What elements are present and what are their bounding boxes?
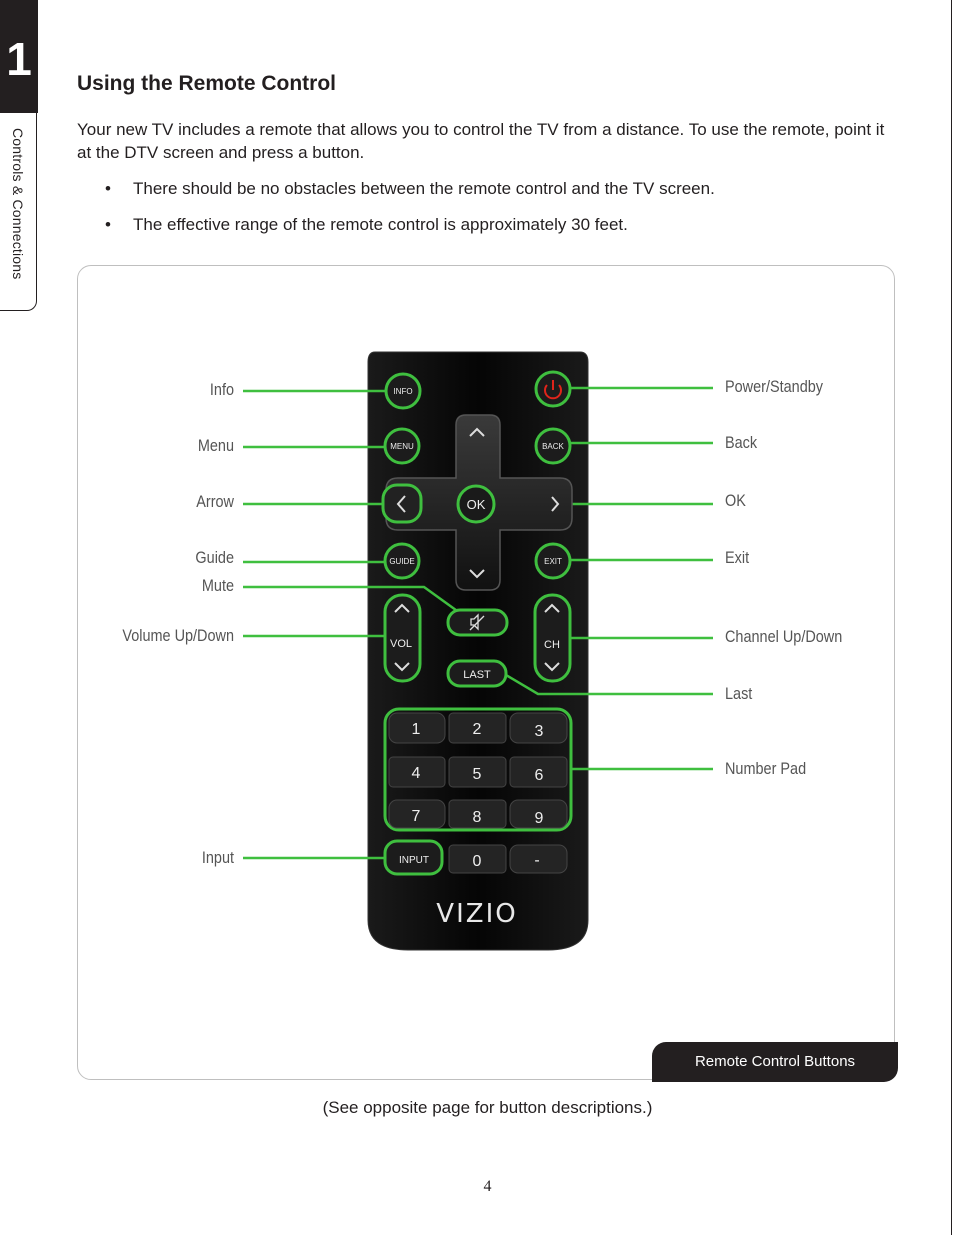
figure-caption: Remote Control Buttons <box>652 1042 898 1082</box>
label-ok: OK <box>725 491 746 510</box>
label-mute: Mute <box>201 576 234 595</box>
dash-key[interactable]: - <box>534 852 540 869</box>
chapter-number: 1 <box>6 33 32 85</box>
guide-button-label: GUIDE <box>389 557 415 566</box>
exit-button-label: EXIT <box>544 557 562 566</box>
label-channel: Channel Up/Down <box>725 627 843 646</box>
page-number: 4 <box>483 1178 492 1195</box>
digit-8-key[interactable]: 8 <box>472 809 482 826</box>
ok-button-label: OK <box>466 497 486 512</box>
last-button-label: LAST <box>463 669 491 681</box>
label-exit: Exit <box>725 548 750 567</box>
section-title: Controls & Connections <box>10 128 26 280</box>
intro-paragraph: Your new TV includes a remote that allows you to control the TV from a distance. To use the remote, point it at the DTV screen and press a button. <box>77 120 885 162</box>
back-button-label: BACK <box>542 442 564 451</box>
bullet-item: • The effective range of the remote control is approximately 30 feet. <box>105 215 628 234</box>
label-last: Last <box>725 684 753 703</box>
label-menu: Menu <box>197 436 234 455</box>
digit-1-key[interactable]: 1 <box>411 721 421 738</box>
vizio-logo: VIZIO <box>436 899 518 929</box>
channel-label: CH <box>544 639 560 651</box>
bullet-text: There should be no obstacles between the remote control and the TV screen. <box>133 179 715 198</box>
label-input: Input <box>201 848 234 867</box>
label-info: Info <box>209 380 234 399</box>
input-button-label: INPUT <box>399 855 429 866</box>
bullet-item: • There should be no obstacles between the remote control and the TV screen. <box>105 179 715 198</box>
digit-7-key[interactable]: 7 <box>411 808 421 825</box>
digit-4-key[interactable]: 4 <box>411 765 421 782</box>
menu-button-label: MENU <box>390 442 414 451</box>
label-number-pad: Number Pad <box>725 759 807 778</box>
label-guide: Guide <box>195 548 234 567</box>
bullet-text: The effective range of the remote control is approximately 30 feet. <box>133 215 628 234</box>
info-button-label: INFO <box>393 387 413 396</box>
label-volume: Volume Up/Down <box>122 626 234 645</box>
label-back: Back <box>725 433 758 452</box>
digit-3-key[interactable]: 3 <box>534 723 544 740</box>
label-arrow: Arrow <box>196 492 234 511</box>
page-heading: Using the Remote Control <box>77 72 337 95</box>
footnote: (See opposite page for button descriptions.) <box>322 1098 653 1117</box>
digit-5-key[interactable]: 5 <box>472 766 482 783</box>
label-power: Power/Standby <box>725 377 824 396</box>
digit-2-key[interactable]: 2 <box>472 721 482 738</box>
digit-6-key[interactable]: 6 <box>534 767 544 784</box>
arrow-left-button[interactable] <box>383 485 421 522</box>
digit-0-key[interactable]: 0 <box>472 853 482 870</box>
volume-label: VOL <box>389 638 413 650</box>
digit-9-key[interactable]: 9 <box>534 810 544 827</box>
